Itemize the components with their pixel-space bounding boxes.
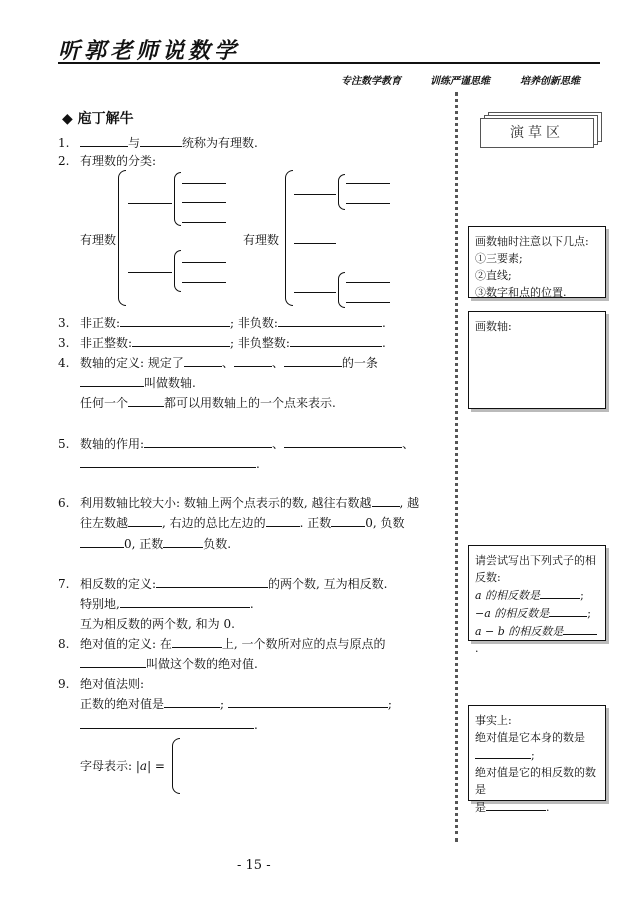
blank[interactable]: [120, 595, 250, 608]
section-title: ◆ 庖丁解牛: [62, 111, 134, 127]
blank[interactable]: [294, 194, 336, 195]
tree-root-left: 有理数: [80, 233, 117, 247]
blank[interactable]: [234, 354, 272, 367]
item-4b: 叫做数轴.: [80, 374, 196, 391]
item-5a: 5. 数轴的作用: 、 、: [58, 437, 415, 451]
blank[interactable]: [80, 535, 124, 548]
diamond-bullet-icon: ◆: [62, 111, 73, 127]
draft-area-title: 演草区: [480, 118, 594, 148]
brace: [118, 170, 126, 306]
blank[interactable]: [346, 302, 390, 303]
item-6a: 6. 利用数轴比较大小: 数轴上两个点表示的数, 越往右数越 , 越: [58, 496, 420, 510]
brace: [172, 738, 180, 794]
blank[interactable]: [284, 435, 402, 448]
column-divider: [455, 92, 458, 842]
item-6c: 0, 正数 负数.: [80, 535, 231, 552]
blank[interactable]: [144, 435, 272, 448]
item-9a: 9. 绝对值法则:: [58, 677, 145, 691]
blank[interactable]: [172, 635, 222, 648]
blank[interactable]: [228, 695, 388, 708]
item-3a: 3. 非正数: ; 非负数: .: [58, 316, 386, 330]
tree-root-right: 有理数: [243, 233, 280, 247]
item-9d: 字母表示: |a| =: [80, 759, 165, 773]
note-opposite-numbers: 请尝试写出下列式子的相反数: a 的相反数是 ; −a 的相反数是 ; a − b 的相反数是.: [468, 545, 606, 641]
blank[interactable]: [182, 262, 226, 263]
blank[interactable]: [80, 716, 254, 729]
blank[interactable]: [563, 622, 597, 635]
item-9c: .: [80, 716, 258, 732]
item-2: 2. 有理数的分类:: [58, 154, 157, 168]
blank[interactable]: [475, 746, 531, 759]
item-1: 1. 与 统称为有理数.: [58, 136, 258, 150]
slogan-2: 训练严谨思维: [430, 76, 490, 87]
item-7a: 7. 相反数的定义: 的两个数, 互为相反数.: [58, 577, 388, 591]
blank[interactable]: [346, 183, 390, 184]
blank[interactable]: [80, 455, 256, 468]
blank[interactable]: [182, 202, 226, 203]
blank[interactable]: [164, 695, 220, 708]
item-9b: 正数的绝对值是 ; ;: [80, 697, 392, 711]
item-5b: .: [80, 455, 260, 471]
item-4c: 任何一个 都可以用数轴上的一个点来表示.: [80, 396, 336, 410]
blank[interactable]: [372, 494, 400, 507]
blank[interactable]: [163, 535, 203, 548]
brace: [285, 170, 293, 306]
blank[interactable]: [540, 586, 580, 599]
blank[interactable]: [140, 134, 182, 147]
item-8b: 叫做这个数的绝对值.: [80, 655, 258, 672]
item-7c: 互为相反数的两个数, 和为 0.: [80, 617, 235, 631]
brace: [174, 250, 181, 292]
blank[interactable]: [80, 134, 128, 147]
blank[interactable]: [182, 222, 226, 223]
blank[interactable]: [294, 292, 336, 293]
blank[interactable]: [346, 203, 390, 204]
page-number: - 15 -: [237, 858, 271, 873]
note-draw-number-line[interactable]: 画数轴:: [468, 311, 606, 409]
header-rule: [58, 62, 600, 64]
item-3b: 3. 非正整数: ; 非负整数: .: [58, 336, 386, 350]
blank[interactable]: [80, 655, 146, 668]
brace: [338, 272, 345, 308]
blank[interactable]: [284, 354, 342, 367]
blank[interactable]: [294, 243, 336, 244]
blank[interactable]: [156, 575, 268, 588]
note-number-line-tips: 画数轴时注意以下几点: ①三要素; ②直线; ③数字和点的位置.: [468, 226, 606, 298]
blank[interactable]: [128, 203, 172, 204]
blank[interactable]: [182, 183, 226, 184]
item-7b: 特别地, .: [80, 597, 254, 611]
blank[interactable]: [266, 514, 300, 527]
blank[interactable]: [182, 282, 226, 283]
blank[interactable]: [128, 394, 164, 407]
blank[interactable]: [184, 354, 222, 367]
blank[interactable]: [290, 334, 382, 347]
blank[interactable]: [346, 282, 390, 283]
note-absolute-value-facts: 事实上: 绝对值是它本身的数是 ; 绝对值是它的相反数的数是 是 .: [468, 705, 606, 801]
blank[interactable]: [80, 374, 144, 387]
item-4a: 4. 数轴的定义: 规定了 、 、 的一条: [58, 356, 378, 370]
blank[interactable]: [331, 514, 365, 527]
brace: [174, 172, 181, 226]
blank[interactable]: [128, 272, 172, 273]
slogan-1: 专注数学教育: [341, 76, 401, 87]
blank[interactable]: [486, 798, 546, 811]
item-6b: 往左数越 , 右边的总比左边的 . 正数 0, 负数: [80, 516, 405, 530]
blank[interactable]: [549, 604, 587, 617]
brand-title: 听郭老师说数学: [58, 38, 241, 64]
blank[interactable]: [132, 334, 230, 347]
item-8a: 8. 绝对值的定义: 在 上, 一个数所对应的点与原点的: [58, 637, 386, 651]
slogan-3: 培养创新思维: [520, 76, 580, 87]
brace: [338, 174, 345, 210]
blank[interactable]: [128, 514, 162, 527]
blank[interactable]: [120, 314, 230, 327]
blank[interactable]: [278, 314, 382, 327]
